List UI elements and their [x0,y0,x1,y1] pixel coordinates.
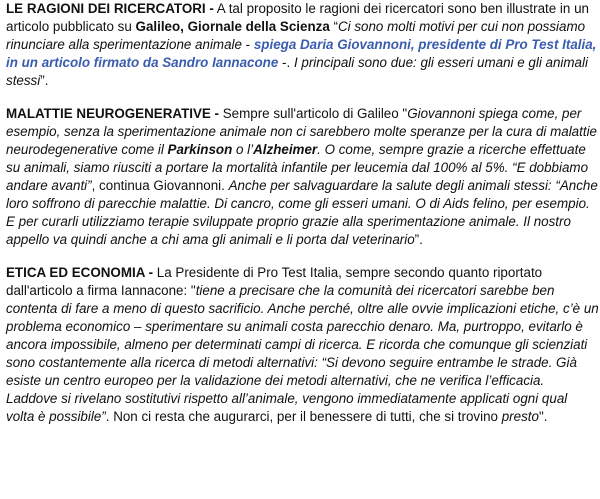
quote-segment: presto [501,409,539,424]
quote-segment: o l’ [232,142,254,157]
paragraph-ragioni-ricercatori [6,0,599,90]
text-segment: ”. [40,73,49,88]
quote-segment: tiene a precisare che la comunità dei ricercatori sarebbe ben contenta di fare a meno di questo sacrificio. Anche perché, oltre alle ovvie implicazioni etiche, c’è un problema economico – sperimentare su animali costa parecchio denaro. Ma, purtroppo, evitarlo è ancora impossibile, almeno per determinati campi di ricerca. E ricorda che comunque gli scienziati sono costantemente alla ricerca di metodi alternativi: “Si devono seguire entrambe le strade. Già esiste un centro europeo per la validazione dei metodi alternativi, che ne verifica l’efficacia. Laddove si rivelano sostitutivi rispetto all’animale, vengono immediatamente applicati ogni qual volta è possibile” [6,283,599,424]
article-link[interactable]: spiega Daria Giovannoni, presidente di Pro Test Italia, in un articolo firmato da Sandro Iannacone [6,37,597,70]
text-segment: -. [278,55,294,70]
quote-segment: I principali sono due: gli esseri umani e gli animali stessi [6,55,588,88]
source-name: Galileo, Giornale della Scienza [135,19,330,34]
text-segment: - [241,37,254,52]
text-segment: A tal proposito le ragioni dei ricercatori sono ben illustrate in un articolo pubblicato su [6,1,589,34]
paragraph-malattie-neurogenerative [6,105,599,249]
section-heading-ragioni: LE RAGIONI DEI RICERCATORI - [6,1,214,16]
disease-name-parkinson: Parkinson [167,142,233,157]
text-segment: Sempre sull'articolo di Galileo " [219,106,408,121]
section-heading-malattie: MALATTIE NEUROGENERATIVE - [6,106,220,121]
paragraph-etica-economia [6,264,599,426]
text-segment: . Non ci resta che augurarci, per il benessere di tutti, che si trovino [105,409,502,424]
quote-segment: Ci sono molti motivi per cui non possiamo rinunciare alla sperimentazione animale [6,19,586,52]
disease-name-alzheimer: Alzheimer [253,142,318,157]
text-segment: , continua Giovannoni. [91,178,229,193]
text-segment: ". [538,409,548,424]
quote-segment: Anche per salvaguardare la salute degli animali stessi: “Anche loro soffrono di parecchie malattie. Di cancro, come gli esseri umani. O di Aids felino, per esempio. E per curarli utilizziamo terapie sviluppate proprio grazie alla sperimentazione animale. Il nostro appello va quindi anche a chi ama gli animali e li porta dal veterinario [6,178,598,247]
quote-segment: Giovannoni spiega come, per esempio, senza la sperimentazione animale non ci sarebbero molte speranze per la cura di malattie neurodegenerative come il [6,106,597,157]
text-segment: ”. [414,232,423,247]
section-heading-etica: ETICA ED ECONOMIA - [6,265,154,280]
text-segment: La Presidente di Pro Test Italia, sempre secondo quanto riportato dall'articolo a firma Iannacone: " [6,265,543,298]
text-segment: “ [329,19,338,34]
quote-segment: . O come, sempre grazie a ricerche effettuate su animali, siamo riusciti a portare la mortalità infantile per leucemia dal 100% al 5%. “E dobbiamo andare avanti” [6,142,589,193]
